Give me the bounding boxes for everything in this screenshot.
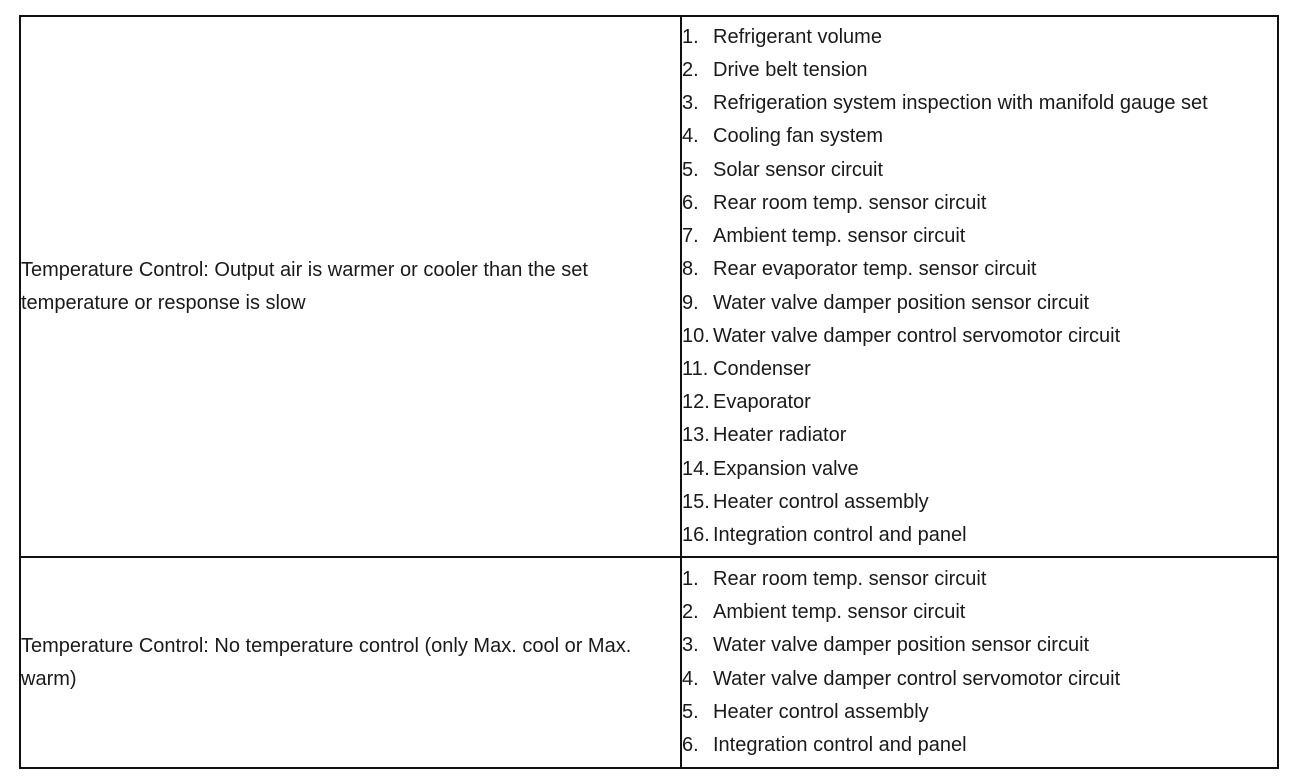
item-number: 12. <box>682 391 710 414</box>
list-item <box>682 353 1277 386</box>
item-number: 5. <box>682 700 699 723</box>
list-item <box>682 629 1277 662</box>
list-item <box>682 54 1277 87</box>
item-text: Water valve damper position sensor circuit <box>713 634 1090 657</box>
inspection-list-cell <box>681 557 1278 768</box>
list-item <box>682 87 1277 120</box>
item-text: Cooling fan system <box>713 125 884 148</box>
item-number: 4. <box>682 125 699 148</box>
item-text: Rear room temp. sensor circuit <box>713 191 987 214</box>
item-text: Condenser <box>713 357 811 380</box>
item-text: Integration control and panel <box>713 733 967 756</box>
list-item <box>682 563 1277 596</box>
item-number: 4. <box>682 667 699 690</box>
symptom-cell <box>20 16 681 557</box>
item-number: 11. <box>682 357 709 380</box>
item-number: 5. <box>682 158 699 181</box>
item-number: 15. <box>682 490 710 513</box>
item-number: 9. <box>682 291 699 314</box>
item-text: Heater control assembly <box>713 700 929 723</box>
item-text: Water valve damper control servomotor circuit <box>713 667 1121 690</box>
item-text: Ambient temp. sensor circuit <box>713 601 966 624</box>
list-item <box>682 696 1277 729</box>
item-text: Solar sensor circuit <box>713 158 884 181</box>
list-item <box>682 729 1277 762</box>
item-number: 14. <box>682 457 710 480</box>
item-number: 6. <box>682 733 699 756</box>
item-number: 10. <box>682 324 710 347</box>
list-item <box>682 187 1277 220</box>
item-text: Refrigerant volume <box>713 25 882 48</box>
inspection-list <box>682 21 1277 552</box>
item-number: 3. <box>682 92 699 115</box>
item-number: 13. <box>682 424 710 447</box>
item-text: Refrigeration system inspection with manifold gauge set <box>713 92 1208 115</box>
list-item <box>682 419 1277 452</box>
list-item <box>682 453 1277 486</box>
item-number: 1. <box>682 25 699 48</box>
item-text: Ambient temp. sensor circuit <box>713 225 966 248</box>
item-number: 2. <box>682 59 699 82</box>
inspection-list <box>682 563 1277 762</box>
inspection-list-cell <box>681 16 1278 557</box>
item-text: Evaporator <box>713 391 811 414</box>
list-item <box>682 21 1277 54</box>
list-item <box>682 486 1277 519</box>
list-item <box>682 320 1277 353</box>
symptom-text: Temperature Control: No temperature control (only Max. cool or Max. warm) <box>21 634 632 690</box>
table-row <box>20 16 1278 557</box>
list-item <box>682 663 1277 696</box>
list-item <box>682 596 1277 629</box>
list-item <box>682 253 1277 286</box>
item-number: 1. <box>682 567 699 590</box>
diagnosis-table <box>19 15 1279 769</box>
item-number: 16. <box>682 523 710 546</box>
item-number: 3. <box>682 634 699 657</box>
item-number: 7. <box>682 225 699 248</box>
item-text: Integration control and panel <box>713 523 967 546</box>
symptom-text: Temperature Control: Output air is warmer or cooler than the set temperature or response is slow <box>21 258 588 314</box>
table-row <box>20 557 1278 768</box>
item-text: Expansion valve <box>713 457 859 480</box>
item-number: 6. <box>682 191 699 214</box>
list-item <box>682 120 1277 153</box>
list-item <box>682 386 1277 419</box>
symptom-cell <box>20 557 681 768</box>
list-item <box>682 220 1277 253</box>
list-item <box>682 287 1277 320</box>
item-text: Drive belt tension <box>713 59 868 82</box>
item-text: Water valve damper control servomotor circuit <box>713 324 1121 347</box>
item-text: Rear room temp. sensor circuit <box>713 567 987 590</box>
item-text: Heater control assembly <box>713 490 929 513</box>
item-text: Water valve damper position sensor circuit <box>713 291 1090 314</box>
item-number: 2. <box>682 601 699 624</box>
item-number: 8. <box>682 258 699 281</box>
item-text: Rear evaporator temp. sensor circuit <box>713 258 1037 281</box>
list-item <box>682 519 1277 552</box>
list-item <box>682 154 1277 187</box>
item-text: Heater radiator <box>713 424 847 447</box>
